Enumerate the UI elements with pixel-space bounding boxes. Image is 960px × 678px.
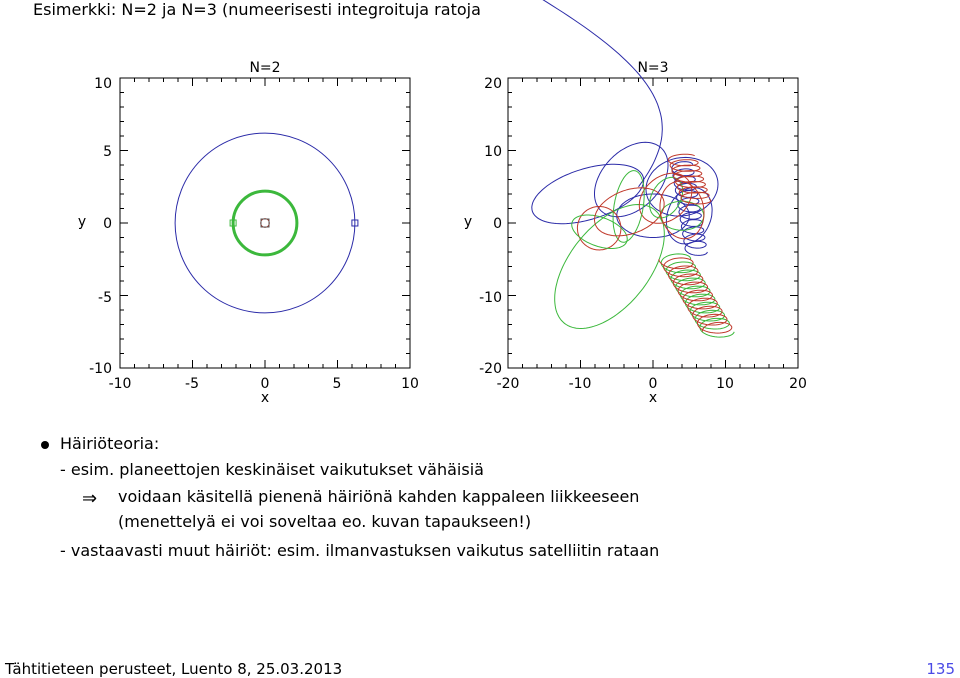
- plot-n3-ylabel: y: [463, 214, 473, 230]
- y-tick-label: -10: [89, 361, 112, 377]
- plot-n3-yticklabels: [479, 76, 502, 377]
- x-tick-label: 20: [789, 376, 807, 392]
- x-tick-label: 10: [401, 376, 419, 392]
- y-tick-label: -10: [479, 290, 502, 306]
- x-tick-label: 5: [332, 376, 342, 392]
- bullet-line-4: - vastaavasti muut häiriöt: esim. ilmanvastuksen vaikutus satelliitin rataan: [60, 541, 660, 560]
- plot-n2: [78, 60, 419, 406]
- central-orbit: [261, 219, 270, 228]
- x-tick-label: -5: [185, 376, 199, 392]
- x-tick-label: -10: [108, 376, 132, 392]
- plot-n2-yticklabels: [89, 76, 112, 377]
- y-tick-label: 20: [484, 76, 502, 92]
- plot-n2-orbits: [175, 133, 358, 313]
- y-tick-label: 0: [103, 216, 112, 232]
- y-tick-label: -5: [98, 290, 112, 306]
- bullet-line-1: - esim. planeettojen keskinäiset vaikutukset vähäisiä: [60, 460, 484, 479]
- plot-n3-title: N=3: [637, 60, 669, 76]
- plot-n2-ticks: [120, 78, 410, 368]
- y-tick-label: 0: [493, 216, 502, 232]
- trajectory-loop: [577, 207, 621, 251]
- x-tick-label: -10: [568, 376, 592, 392]
- plot-n3-xticklabels: [497, 376, 807, 392]
- implies-arrow: ⇒: [82, 488, 98, 509]
- bullet-heading: Häiriöteoria:: [60, 434, 160, 453]
- y-tick-label: 10: [94, 76, 112, 92]
- escaping-trajectory: [529, 0, 663, 187]
- plot-n2-xlabel: x: [260, 390, 270, 406]
- plot-n2-frame: [120, 78, 410, 368]
- x-tick-label: 0: [260, 376, 270, 392]
- plot-n3-xlabel: x: [648, 390, 658, 406]
- outer-orbit: [175, 133, 355, 313]
- bullet-dot: [41, 441, 49, 449]
- footer-course: Tähtitieteen perusteet, Luento 8, 25.03.2013: [5, 660, 343, 678]
- y-tick-label: -20: [479, 361, 502, 377]
- plot-n2-title: N=2: [249, 60, 281, 76]
- plot-n3: [464, 0, 807, 406]
- x-tick-label: -20: [496, 376, 520, 392]
- plot-n2-xticklabels: [109, 376, 419, 392]
- trajectory-loop: [595, 188, 665, 236]
- bullet-line-2: voidaan käsitellä pienenä häiriönä kahden kappaleen liikkeeseen: [118, 487, 640, 506]
- y-tick-label: 5: [103, 144, 112, 160]
- plot-n3-orbits: [529, 0, 735, 337]
- y-tick-label: 10: [484, 144, 502, 160]
- x-tick-label: 10: [716, 376, 734, 392]
- slide-title: Esimerkki: N=2 ja N=3 (numeerisesti integroituja ratoja: [33, 0, 481, 19]
- page-number: 135: [926, 660, 955, 678]
- plot-n2-ylabel: y: [77, 214, 87, 230]
- x-tick-label: 0: [648, 376, 658, 392]
- bullet-line-3: (menettelyä ei voi soveltaa eo. kuvan tapaukseen!): [118, 512, 532, 531]
- inner-orbit: [233, 191, 297, 255]
